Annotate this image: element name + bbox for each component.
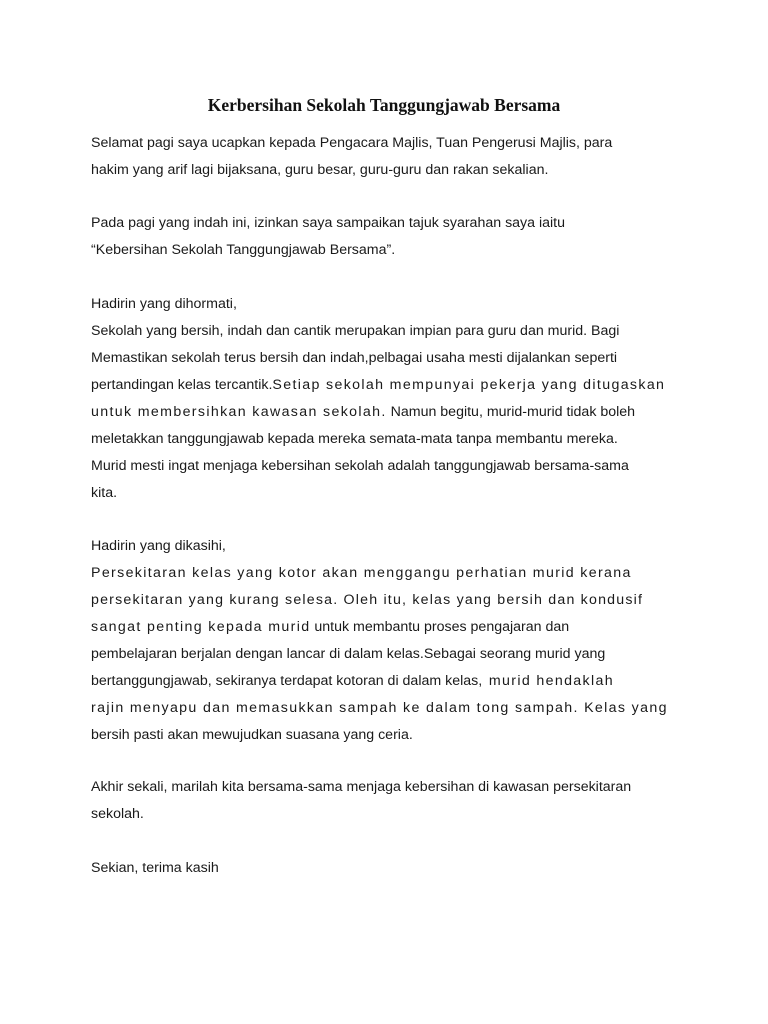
paragraph-line: rajin menyapu dan memasukkan sampah ke dalam tong sampah. Kelas yang — [91, 700, 668, 716]
paragraph-line: Hadirin yang dihormati, — [91, 296, 237, 312]
paragraph-line — [91, 617, 569, 637]
paragraph-line: Memastikan sekolah terus bersih dan indah,pelbagai usaha mesti dijalankan seperti — [91, 350, 618, 366]
paragraph-line: Murid mesti ingat menjaga kebersihan sekolah adalah tanggungjawab bersama-sama — [91, 458, 629, 474]
paragraph-line — [91, 402, 635, 422]
paragraph-line: Persekitaran kelas yang kotor akan menggangu perhatian murid kerana — [91, 565, 632, 581]
line-segment: untuk membersihkan kawasan sekolah. — [91, 404, 387, 420]
paragraph-line: meletakkan tanggungjawab kepada mereka semata-mata tanpa membantu mereka. — [91, 431, 618, 447]
paragraph-line: bersih pasti akan mewujudkan suasana yang ceria. — [91, 727, 413, 743]
line-segment: untuk membantu proses pengajaran dan — [310, 619, 570, 635]
paragraph-line: kita. — [91, 485, 118, 501]
paragraph-line: Selamat pagi saya ucapkan kepada Pengacara Majlis, Tuan Pengerusi Majlis, para — [91, 135, 613, 151]
paragraph-line: Pada pagi yang indah ini, izinkan saya sampaikan tajuk syarahan saya iaitu — [91, 215, 565, 231]
paragraph-line — [91, 671, 614, 691]
paragraph-line: Hadirin yang dikasihi, — [91, 538, 226, 554]
paragraph-line: persekitaran yang kurang selesa. Oleh itu, kelas yang bersih dan kondusif — [91, 592, 644, 608]
paragraph-line: Akhir sekali, marilah kita bersama-sama menjaga kebersihan di kawasan persekitaran — [91, 779, 632, 795]
paragraph-line: hakim yang arif lagi bijaksana, guru besar, guru-guru dan rakan sekalian. — [91, 162, 549, 178]
paragraph-line: sekolah. — [91, 806, 144, 822]
paragraph-line: pembelajaran berjalan dengan lancar di dalam kelas.Sebagai seorang murid yang — [91, 646, 606, 662]
line-segment: , murid hendaklah — [478, 673, 614, 689]
line-segment: sangat penting kepada murid — [91, 619, 311, 635]
paragraph-line: Sekolah yang bersih, indah dan cantik merupakan impian para guru dan murid. Bagi — [91, 323, 620, 339]
document-title: Kerbersihan Sekolah Tanggungjawab Bersama — [207, 95, 561, 115]
paragraph-line — [91, 375, 665, 395]
line-segment: Namun begitu, murid-murid tidak boleh — [386, 404, 636, 420]
line-segment: Setiap sekolah mempunyai pekerja yang ditugaskan — [272, 377, 666, 393]
paragraph-line: Sekian, terima kasih — [91, 860, 219, 876]
line-segment: bertanggungjawab, sekiranya terdapat kotoran di dalam kelas — [91, 673, 479, 689]
line-segment: pertandingan kelas tercantik. — [91, 377, 273, 393]
paragraph-line: “Kebersihan Sekolah Tanggungjawab Bersama”. — [91, 242, 396, 258]
